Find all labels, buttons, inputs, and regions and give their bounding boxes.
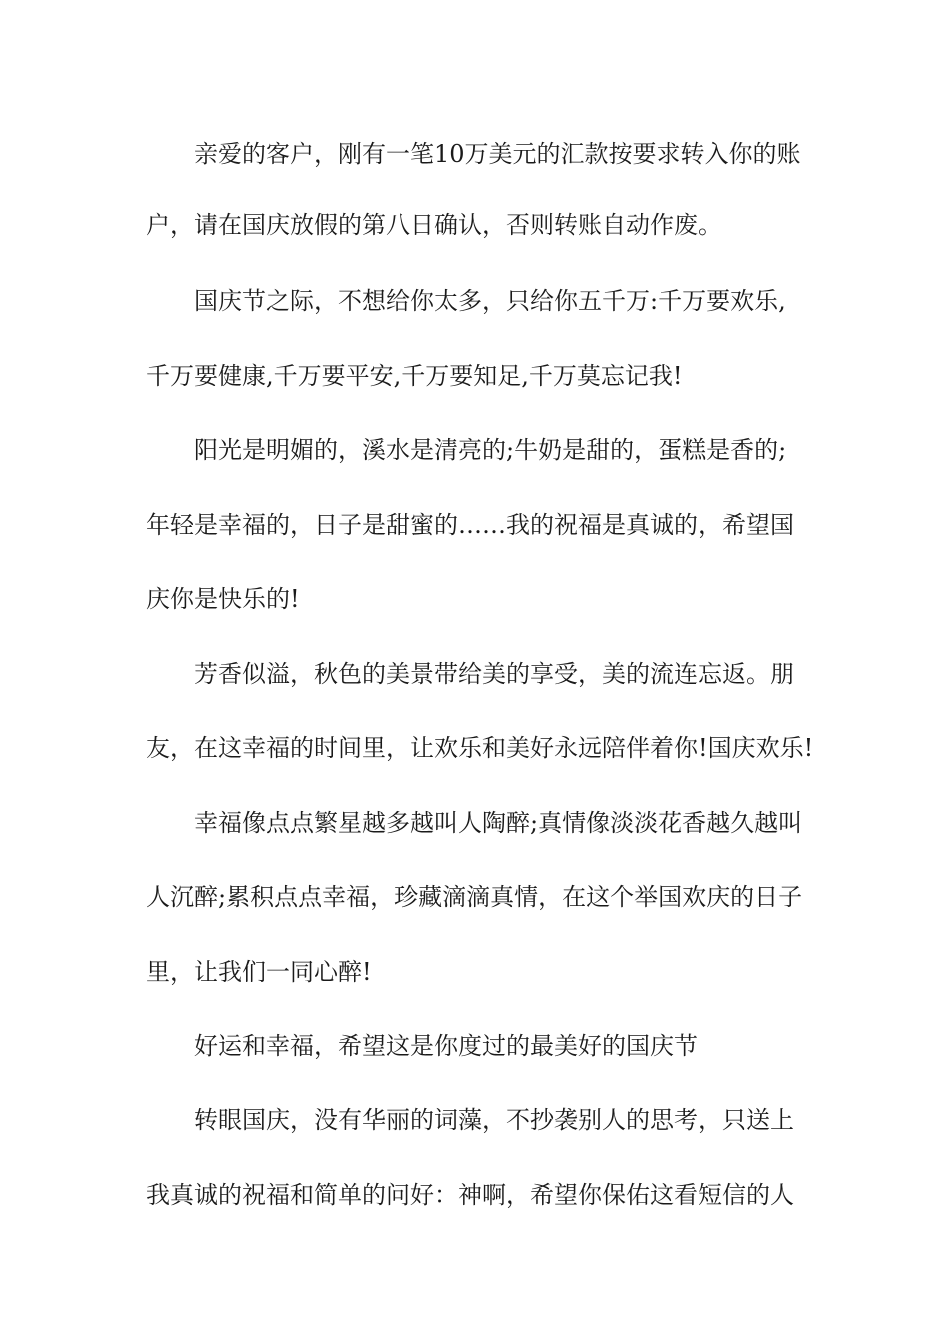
paragraph-line: 幸福像点点繁星越多越叫人陶醉;真情像淡淡花香越久越叫: [194, 809, 803, 837]
paragraph-line: 人沉醉;累积点点幸福，珍藏滴滴真情，在这个举国欢庆的日子: [146, 883, 803, 911]
paragraph-line: 年轻是幸福的，日子是甜蜜的……我的祝福是真诚的，希望国: [146, 511, 794, 539]
paragraph-line: 我真诚的祝福和简单的问好：神啊，希望你保佑这看短信的人: [146, 1181, 794, 1209]
paragraph-line: 转眼国庆，没有华丽的词藻，不抄袭别人的思考，只送上: [194, 1106, 794, 1134]
paragraph-line: 户，请在国庆放假的第八日确认，否则转账自动作废。: [146, 211, 722, 239]
paragraph-line: 千万要健康,千万要平安,千万要知足,千万莫忘记我!: [146, 362, 683, 390]
paragraph-line: 国庆节之际，不想给你太多，只给你五千万:千万要欢乐,: [194, 287, 786, 315]
paragraph-line: 里，让我们一同心醉!: [146, 958, 372, 986]
paragraph-line: 庆你是快乐的!: [146, 585, 300, 613]
paragraph-line: 好运和幸福，希望这是你度过的最美好的国庆节: [194, 1032, 698, 1060]
paragraph-line: 芳香似溢，秋色的美景带给美的享受，美的流连忘返。朋: [194, 660, 794, 688]
paragraph-line: 阳光是明媚的，溪水是清亮的;牛奶是甜的，蛋糕是香的;: [194, 436, 787, 464]
paragraph-line: 亲爱的客户，刚有一笔10万美元的汇款按要求转入你的账: [194, 140, 801, 168]
paragraph-line: 友，在这幸福的时间里，让欢乐和美好永远陪伴着你!国庆欢乐!: [146, 734, 814, 762]
